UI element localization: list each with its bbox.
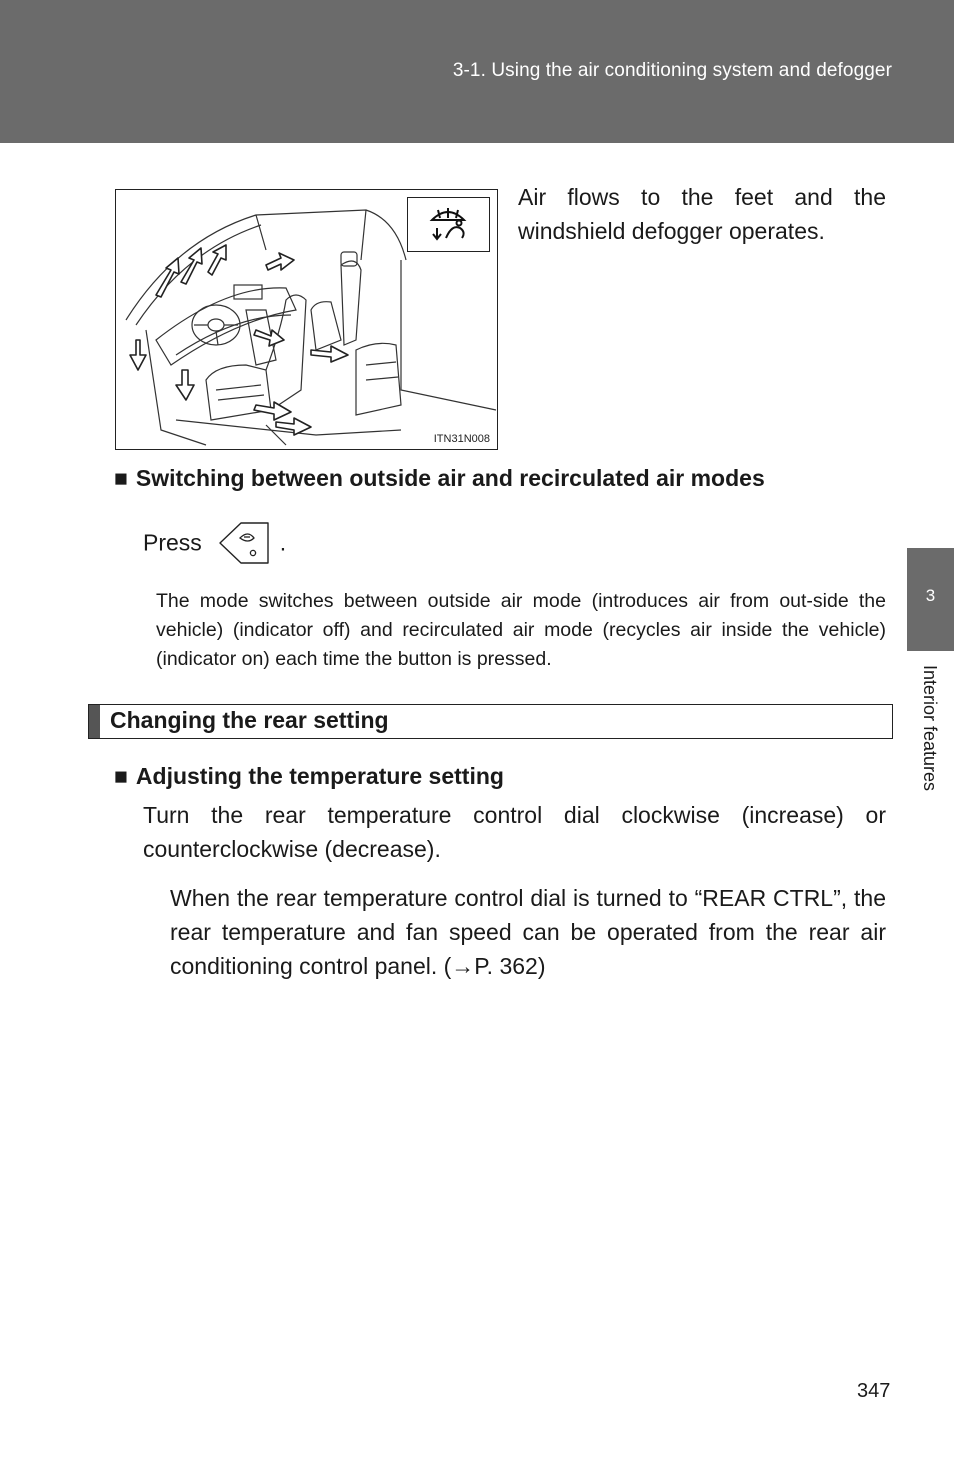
- switching-heading-text: Switching between outside air and recirculated air modes: [135, 465, 765, 491]
- press-period: .: [279, 529, 287, 556]
- square-bullet-icon: ■: [114, 465, 128, 491]
- rear-ctrl-note: When the rear temperature control dial is turned to “REAR CTRL”, the rear temperature and fan speed can be operated from the rear air conditioning control panel. (→P. 362): [170, 885, 886, 979]
- page-header: [0, 0, 954, 143]
- switching-heading: [114, 465, 765, 492]
- temperature-heading-text: Adjusting the temperature setting: [135, 763, 504, 789]
- chapter-tab: [907, 548, 954, 651]
- mode-description: Air flows to the feet and the windshield defogger operates.: [518, 184, 886, 244]
- mode-indicator-box: [407, 197, 490, 252]
- press-label: Press: [143, 529, 202, 556]
- header-title: 3-1. Using the air conditioning system and defogger: [452, 60, 892, 81]
- figure-code: ITN31N008: [433, 433, 490, 445]
- section-accent: [89, 705, 100, 738]
- temperature-instruction: Turn the rear temperature control dial clockwise (increase) or counterclockwise (decrease).: [143, 802, 886, 862]
- section-heading-bar: [88, 704, 893, 739]
- chapter-number: 3: [925, 586, 936, 605]
- temperature-heading: [114, 763, 504, 790]
- switching-description: The mode switches between outside air mode (introduces air from out-side the vehicle) (indicator off) and recirculated air mode (recycles air inside the vehicle) (indicator on) each time the button is pressed.: [156, 590, 886, 670]
- square-bullet-icon: ■: [114, 763, 128, 789]
- press-instruction: [143, 520, 286, 566]
- section-title: Changing the rear setting: [110, 707, 389, 733]
- feet-and-defogger-mode-icon: [408, 198, 489, 251]
- chapter-label: Interior features: [920, 665, 940, 792]
- cabin-airflow-figure: [115, 189, 498, 450]
- page-number: 347: [857, 1380, 891, 1402]
- recirculation-button-icon: [216, 520, 272, 566]
